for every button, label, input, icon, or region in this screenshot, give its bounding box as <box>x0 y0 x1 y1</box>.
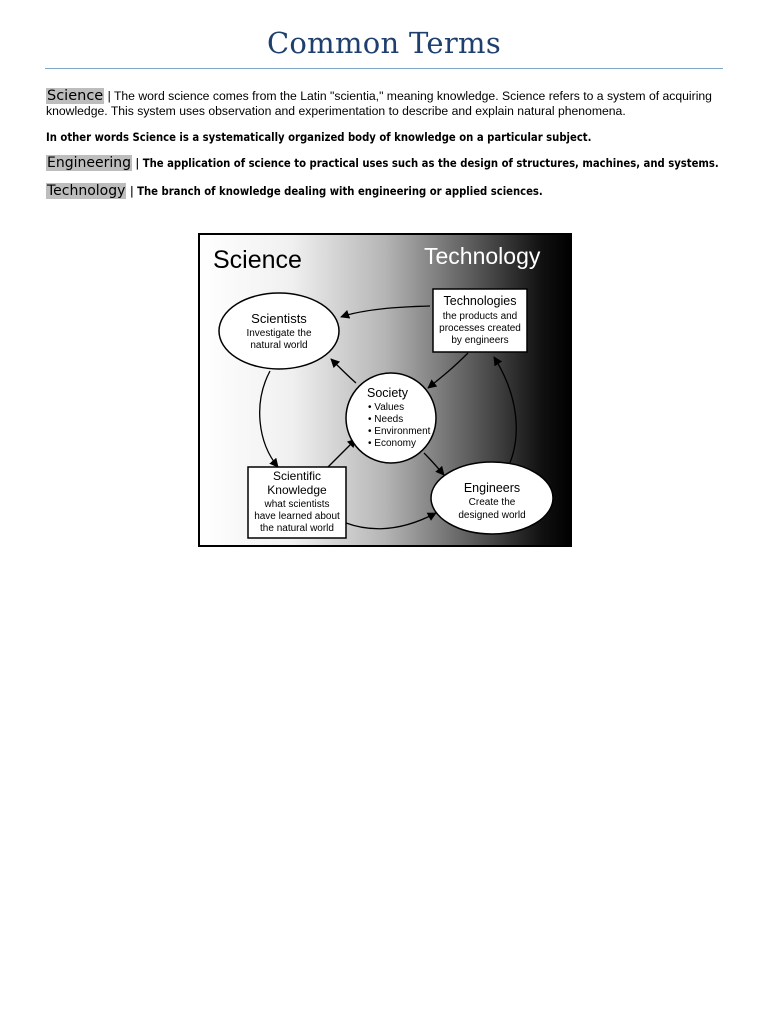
science-separator: | <box>107 89 111 103</box>
scientists-line1: Investigate the <box>246 328 312 339</box>
engineering-text: The application of science to practical uses such as the design of structures, machines, and systems. <box>142 157 719 170</box>
knowledge-title2: Knowledge <box>267 483 327 497</box>
science-term: Science <box>47 88 104 104</box>
engineers-line1: Create the <box>468 497 516 508</box>
society-item-values: • Values <box>368 402 405 413</box>
society-item-environment-label: Environment <box>374 426 431 437</box>
engineers-line2: designed world <box>458 510 526 521</box>
scientific-knowledge-node <box>248 467 346 538</box>
society-title: Society <box>367 386 408 400</box>
society-item-economy-label: Economy <box>374 438 416 449</box>
engineers-node <box>431 462 553 534</box>
diagram-svg <box>198 233 572 547</box>
technologies-node <box>433 289 527 352</box>
scientists-title: Scientists <box>251 311 307 326</box>
diagram-technology-heading: Technology <box>424 243 541 269</box>
engineers-title: Engineers <box>463 481 521 495</box>
engineering-term: Engineering <box>47 155 131 171</box>
knowledge-title1: Scientific <box>272 469 322 483</box>
technology-separator: | <box>129 185 134 198</box>
technology-definition <box>46 183 746 200</box>
technology-term: Technology <box>47 183 126 199</box>
diagram-science-heading: Science <box>213 246 302 274</box>
knowledge-line2: have learned about <box>254 511 340 522</box>
science-technology-diagram <box>198 233 572 547</box>
scientists-node <box>219 293 339 369</box>
technologies-title: Technologies <box>443 294 517 308</box>
knowledge-line1: what scientists <box>264 499 330 510</box>
technologies-line3: by engineers <box>451 335 509 346</box>
science-other-words: In other words Science is a systematically organized body of knowledge on a particular subject. <box>46 131 592 144</box>
society-item-economy: • Economy <box>368 438 416 449</box>
engineering-separator: | <box>135 157 140 170</box>
society-item-needs-label: Needs <box>374 414 404 425</box>
engineering-definition <box>46 155 746 172</box>
society-item-needs: • Needs <box>368 414 404 425</box>
science-text: The word science comes from the Latin "scientia," meaning knowledge. Science refers to a system of acquiring knowledge. This system uses observation and experimentation to describe and explain natural phenomena. <box>46 89 712 118</box>
title-divider <box>45 68 723 69</box>
society-node <box>346 373 436 463</box>
science-definition <box>46 89 736 119</box>
scientists-line2: natural world <box>250 340 308 351</box>
page-title: Common Terms <box>266 26 502 60</box>
technology-text: The branch of knowledge dealing with engineering or applied sciences. <box>137 185 543 198</box>
knowledge-line3: the natural world <box>260 523 334 534</box>
technologies-line1: the products and <box>442 311 518 322</box>
technologies-line2: processes created <box>439 323 521 334</box>
society-item-values-label: Values <box>374 402 405 413</box>
society-item-environment: • Environment <box>368 426 431 437</box>
